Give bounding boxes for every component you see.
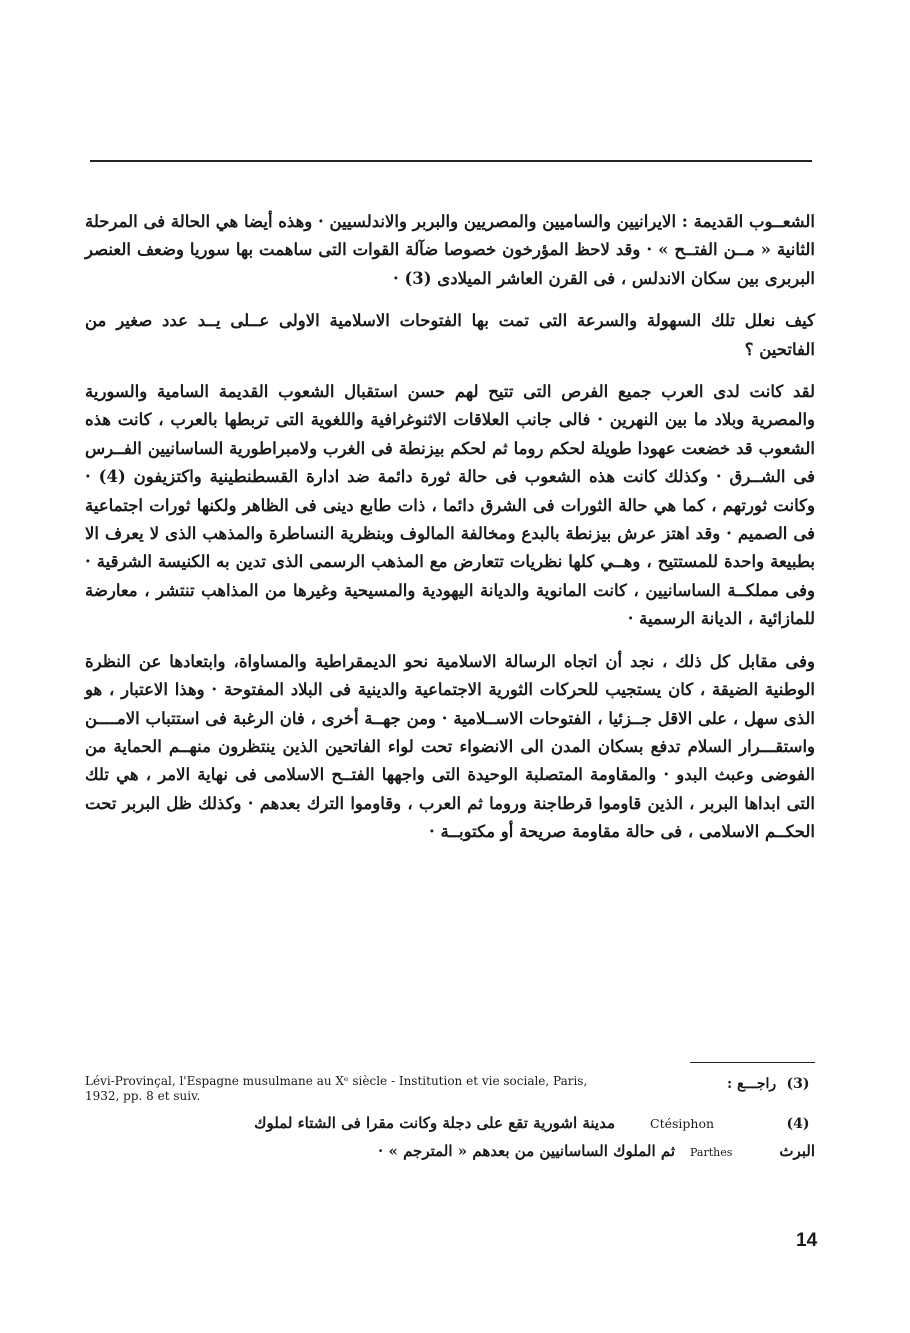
footnote-4-number: (4) xyxy=(786,1116,810,1132)
footnote-3-arabic: راجـــع : xyxy=(727,1076,777,1092)
footnote-4 xyxy=(85,1114,815,1142)
top-rule xyxy=(90,160,812,162)
page-number: 14 xyxy=(796,1230,818,1251)
footnotes xyxy=(85,1074,815,1172)
footnote-4-cont-arabic-b: ثم الملوك الساسانيين من بعدهم « المترجم » · xyxy=(378,1142,675,1160)
footnote-3-number: (3) xyxy=(786,1076,810,1092)
footnote-4-continued xyxy=(85,1142,815,1172)
paragraph-4: وفى مقابل كل ذلك ، نجد أن اتجاه الرسالة الاسلامية نحو الديمقراطية والمساواة، وابتعادها عن النظرة الوطنية الضيقة ، كان يستجيب للحركات الثورية الاجتماعية والدينية فى البلاد المفتوحة · وهذا الاعتبار ، هو الذى سهل ، على الاقل جــزئيا ، الفتوحات الاســلامية · ومن جهــة أخرى ، فان الرغبة فى استتباب الامــــن واستقـــرار السلام تدفع بسكان المدن الى الانضواء تحت لواء الفاتحين الذين ينتظرون منهــم الحماية من الفوضى وعبث البدو · والمقاومة المتصلبة الوحيدة التى واجهها الفتــح الاسلامى فى نهاية الامر ، هي تلك التى ابداها البربر ، الذين قاوموا قرطاجنة وروما ثم العرب ، وقاوموا الترك بعدهم · وكذلك ظل البربر تحت الحكــم الاسلامى ، فى حالة مقاومة صريحة أو مكتوبــة · xyxy=(85,651,815,842)
footnote-4-cont-arabic-a: البرث xyxy=(779,1142,815,1160)
body-text xyxy=(85,208,815,847)
paragraph-1: الشعــوب القديمة : الايرانيين والساميين والمصريين والبربر والاندلسيين · وهذه أيضا هي الحالة فى المرحلة الثانية « مــن الفتــح » · وقد لاحظ المؤرخون خصوصا ضآلة القوات التى ساهمت بها سوريا وضعف العنصر البربرى بين سكان الاندلس ، فى القرن العاشر الميلادى (3) · xyxy=(85,212,815,288)
paragraph-3: لقد كانت لدى العرب جميع الفرص التى تتيح لهم حسن استقبال الشعوب القديمة السامية والسورية والمصرية وبلاد ما بين النهرين · فالى جانب العلاقات الاثنوغرافية واللغوية التى تربطها بالعرب ، كانت هذه الشعوب قد خضعت عهودا طويلة لحكم روما ثم لحكم بيزنطة فى الغرب ولامبراطورية الساسانيين الفــرس فى الشــرق · وكذلك كانت هذه الشعوب فى حالة ثورة دائمة ضد ادارة القسطنطينية واكتزيفون (4) · وكانت ثورتهم ، كما هي حالة الثورات فى الشرق دائما ، ذات طابع دينى فى الظاهر ولكنها ثورات اجتماعية فى الصميم · وقد اهتز عرش بيزنطة بالبدع ومخالفة المالوف وبنظرية النساطرة والمذهب الذى لا يعرف الا بطبيعة واحدة للمستتيح ، وهــي كلها نظريات تتعارض مع المذهب الرسمى الذى تدين به الكنيسة الشرقية · وفى مملكــة الساسانيين ، كانت المانوية والديانة اليهودية والمسيحية وغيرها من المذاهب تنتشر ، معارضة للمازائية ، الديانة الرسمية · xyxy=(85,382,815,629)
footnote-3-reference: Lévi-Provinçal, l'Espagne musulmane au Xᵉ siècle - Institution et vie sociale, Paris, 1932, pp. 8 et suiv. xyxy=(85,1074,588,1103)
footnote-rule xyxy=(690,1062,815,1063)
footnote-3 xyxy=(85,1074,815,1114)
footnote-4-latin-term: Ctésiphon xyxy=(650,1116,715,1131)
footnote-4-cont-latin-term: Parthes xyxy=(690,1146,733,1159)
footnote-4-text: مدينة اشورية تقع على دجلة وكانت مقرا فى الشتاء لملوك xyxy=(254,1114,615,1132)
paragraph-2: كيف نعلل تلك السهولة والسرعة التى تمت بها الفتوحات الاسلامية الاولى عــلى يــد عدد صغير من الفاتحين ؟ xyxy=(85,311,815,359)
